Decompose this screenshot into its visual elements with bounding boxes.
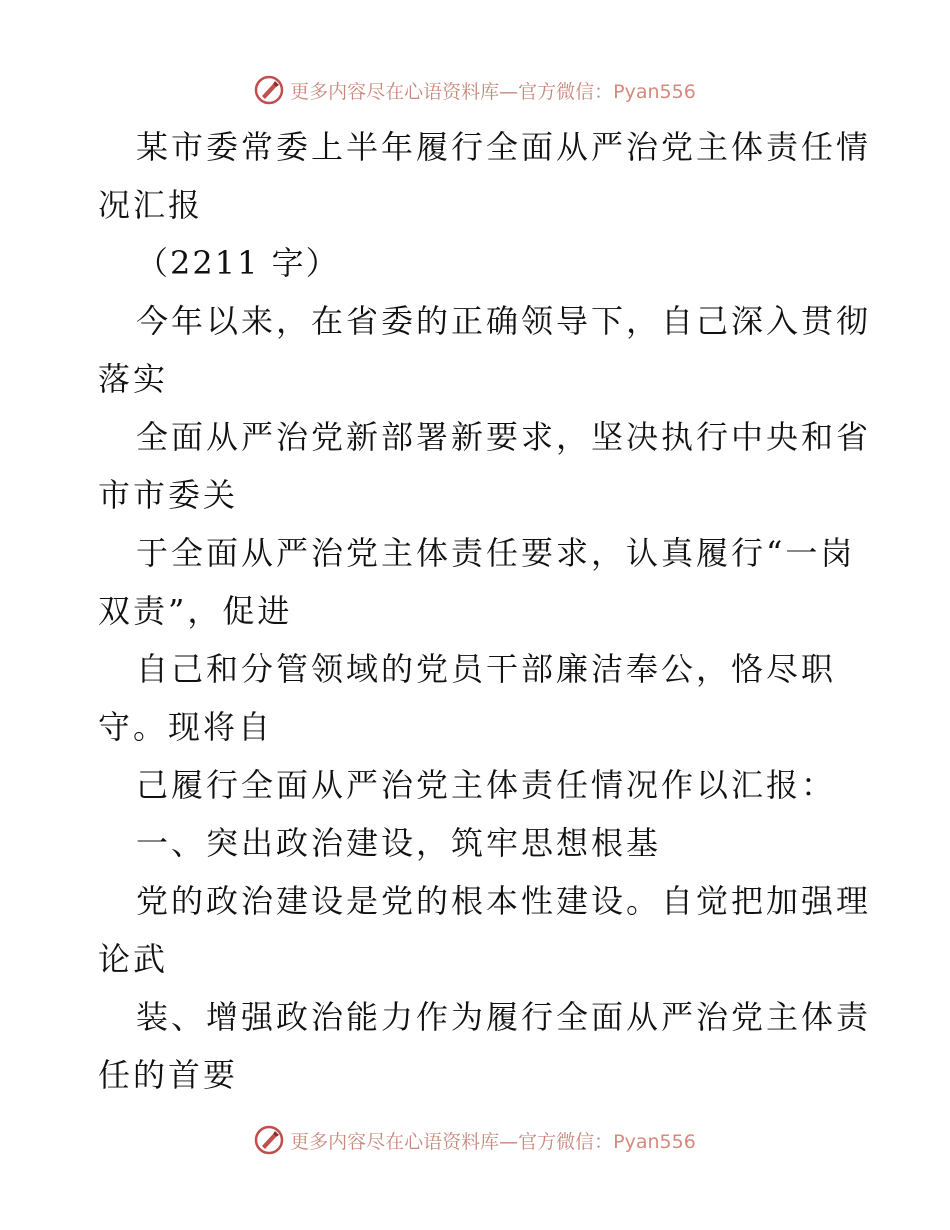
document-body xyxy=(98,118,872,1104)
paragraph-line: 市市委关 xyxy=(98,476,239,514)
paragraph-line: 论武 xyxy=(98,940,169,978)
pen-logo-icon xyxy=(254,75,284,105)
paragraph-line: 党的政治建设是党的根本性建设。自觉把加强理 xyxy=(136,882,872,920)
header-watermark xyxy=(0,70,950,110)
paragraph-line: 今年以来，在省委的正确领导下，自己深入贯彻 xyxy=(136,302,872,340)
title-line-1: 某市委常委上半年履行全面从严治党主体责任情 xyxy=(136,128,872,166)
title-line-2: 况汇报 xyxy=(98,186,204,224)
paragraph-line: 双责”，促进 xyxy=(98,592,293,630)
pen-logo-icon xyxy=(254,1125,284,1155)
paragraph-line: 自己和分管领域的党员干部廉洁奉公，恪尽职 xyxy=(136,650,837,688)
paragraph-line: 守。现将自 xyxy=(98,708,274,746)
paragraph-line: 于全面从严治党主体责任要求，认真履行“一岗 xyxy=(136,534,856,572)
watermark-text: 更多内容尽在心语资料库—官方微信：Pyan556 xyxy=(290,80,696,103)
paragraph-line: 落实 xyxy=(98,360,169,398)
footer-watermark xyxy=(0,1120,950,1160)
paragraph-line: 全面从严治党新部署新要求，坚决执行中央和省 xyxy=(136,418,872,456)
paragraph-line: 装、增强政治能力作为履行全面从严治党主体责 xyxy=(136,998,872,1036)
watermark-text: 更多内容尽在心语资料库—官方微信：Pyan556 xyxy=(290,1130,696,1153)
paragraph-line: 己履行全面从严治党主体责任情况作以汇报： xyxy=(136,766,837,804)
paragraph-line: 任的首要 xyxy=(98,1056,239,1094)
word-count: （2211 字） xyxy=(136,244,340,282)
section-heading: 一、突出政治建设，筑牢思想根基 xyxy=(136,824,662,862)
